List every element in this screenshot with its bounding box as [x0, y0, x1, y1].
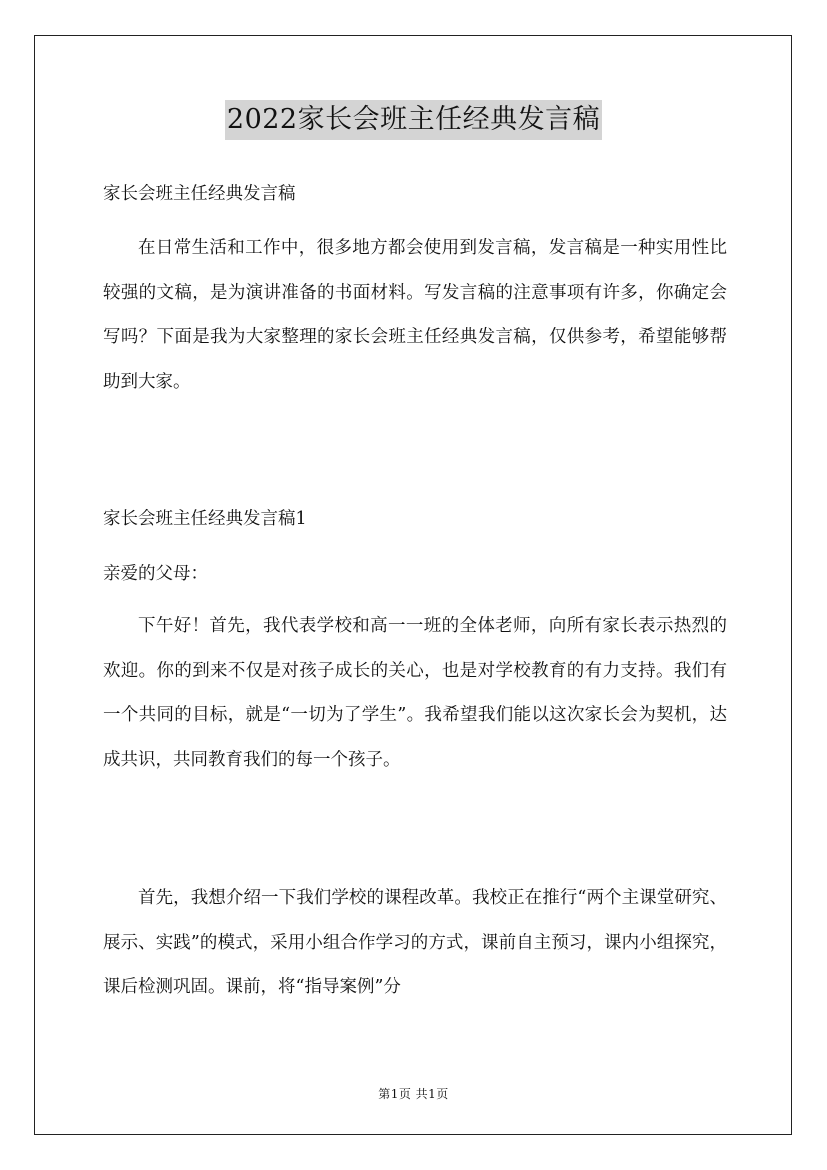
body-paragraph-2: 首先，我想介绍一下我们学校的课程改革。我校正在推行“两个主课堂研究、展示、实践”的模式，采用小组合作学习的方式，课前自主预习，课内小组探究，课后检测巩固。课前，将“指导案例”分: [103, 888, 727, 998]
section-heading: 家长会班主任经典发言稿1: [103, 509, 307, 529]
title-container: [0, 100, 827, 140]
greeting: 亲爱的父母：: [103, 564, 208, 584]
document-subtitle: 家长会班主任经典发言稿: [103, 184, 296, 204]
document-title: 2022家长会班主任经典发言稿: [225, 100, 602, 140]
body-paragraph-1: 下午好！首先，我代表学校和高一一班的全体老师，向所有家长表示热烈的欢迎。你的到来不仅是对孩子成长的关心，也是对学校教育的有力支持。我们有一个共同的目标，就是“一切为了学生”。我希望我们能以这次家长会为契机，达成共识，共同教育我们的每一个孩子。: [103, 616, 727, 771]
intro-paragraph: 在日常生活和工作中，很多地方都会使用到发言稿，发言稿是一种实用性比较强的文稿，是为演讲准备的书面材料。写发言稿的注意事项有许多，你确定会写吗？下面是我为大家整理的家长会班主任经典发言稿，仅供参考，希望能够帮助到大家。: [103, 238, 727, 393]
page-footer: 第1页 共1页: [378, 1087, 449, 1101]
